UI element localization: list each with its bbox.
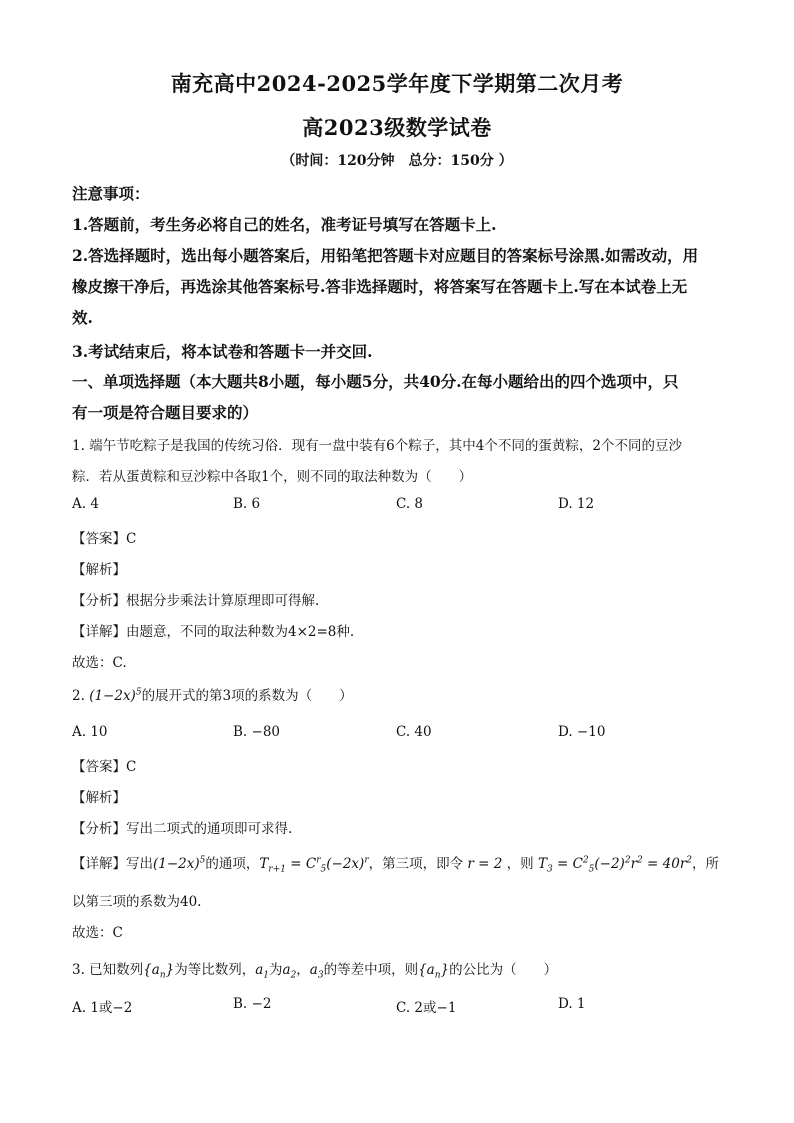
- q3-stem-text-e: 的等差中项，则: [323, 962, 419, 978]
- q2-term-factor: (−2x): [326, 856, 365, 872]
- q2-term-c-sup: r: [316, 855, 321, 866]
- q3-a2-sub: 2: [290, 970, 297, 981]
- q3-seq2-close: }: [440, 962, 450, 978]
- q2-t3: T: [533, 856, 547, 872]
- q1-stem-line-1: 1. 端午节吃粽子是我国的传统习俗．现有一盘中装有6个粽子，其中4个不同的蛋黄粽，2个不同的豆沙: [72, 438, 682, 454]
- q2-t3-sub: 3: [546, 864, 553, 875]
- notes-item-2-line-3: 效.: [72, 308, 93, 327]
- q2-stem-rest: 的展开式的第3项的系数为（ ）: [141, 688, 353, 704]
- q2-term-t: T: [259, 856, 269, 872]
- q2-t3-c-sub: 5: [588, 864, 595, 875]
- notes-item-2-line-2: 橡皮擦干净后，再选涂其他答案标号.答非选择题时，将答案写在答题卡上.写在本试卷上无: [72, 277, 688, 296]
- q2-term-t-sub: r+1: [268, 864, 286, 875]
- q3-stem-text-d: ，: [296, 962, 310, 978]
- q1-option-d: D. 12: [558, 496, 595, 512]
- q3-stem-text-c: 为: [269, 962, 283, 978]
- q1-detail: 【详解】由题意，不同的取法种数为4×2=8种.: [72, 624, 355, 640]
- q3-sequence: [143, 962, 175, 981]
- q1-option-a: A. 4: [72, 496, 99, 512]
- section-1-heading-line-1: 一、单项选择题（本大题共8小题，每小题5分，共40分.在每小题给出的四个选项中，只: [72, 372, 679, 391]
- time-info: （时间：120分钟 总分：150分 ）: [281, 153, 513, 169]
- q3-a1-sub: 1: [263, 970, 269, 981]
- q2-t3-eq: = C: [552, 856, 583, 872]
- q2-term-c: = C: [285, 856, 317, 872]
- q2-number: 2.: [72, 688, 85, 704]
- q2-analysis-label: 【解析】: [72, 790, 126, 806]
- q2-t3-factor-sup: 2: [624, 855, 631, 866]
- q2-stem: [72, 684, 722, 704]
- q2-answer: 【答案】C: [72, 759, 137, 775]
- q3-stem-text-f: 的公比为（ ）: [449, 962, 558, 978]
- q2-detail-binomial-exponent: 5: [199, 855, 206, 866]
- q2-option-b: B. −80: [233, 724, 280, 740]
- q3-seq-open: {a: [143, 962, 160, 978]
- exam-subtitle: 高2023级数学试卷: [302, 115, 492, 140]
- notes-item-1: 1.答题前，考生务必将自己的姓名，准考证号填写在答题卡上.: [72, 215, 497, 234]
- q2-detail-line-1: [72, 852, 722, 875]
- q2-option-a: A. 10: [72, 724, 108, 740]
- q3-option-b: B. −2: [233, 996, 272, 1012]
- q2-general-term: [259, 855, 369, 875]
- q2-detail-text-e: ，所: [692, 856, 720, 872]
- q2-detail-prefix: 【详解】写出: [72, 856, 153, 872]
- notes-heading: 注意事项：: [72, 184, 150, 203]
- notes-item-3: 3.考试结束后，将本试卷和答题卡一并交回.: [72, 342, 373, 361]
- q3-a3-sub: 3: [317, 970, 324, 981]
- q2-detail-text-b: 的通项，: [205, 856, 260, 872]
- q1-stem-line-2: 粽．若从蛋黄粽和豆沙粽中各取1个，则不同的取法种数为（ ）: [72, 469, 473, 485]
- q2-detail-binomial: [153, 856, 205, 872]
- q2-t3-r: r: [630, 856, 638, 872]
- q2-t3-factor: (−2): [594, 856, 625, 872]
- q3-seq-sub: n: [159, 970, 166, 981]
- q3-stem-text-b: 为等比数列，: [174, 962, 256, 978]
- q2-detail-text-d: ，则: [506, 856, 534, 872]
- q2-choose: 故选：C: [72, 925, 123, 941]
- q2-term-factor-sup: r: [364, 855, 369, 866]
- q2-t3-c-sup: 2: [582, 855, 589, 866]
- q2-binomial-base: (1−2x): [89, 688, 136, 704]
- q2-binomial: [89, 688, 141, 704]
- q3-option-d: D. 1: [558, 996, 586, 1012]
- q3-sequence-2: [418, 962, 450, 981]
- q3-option-a: A. 1或−2: [72, 1000, 133, 1016]
- q1-choose: 故选：C.: [72, 655, 127, 671]
- q3-seq-close: }: [165, 962, 175, 978]
- q3-a1-letter: a: [255, 962, 264, 978]
- q3-seq2-open: {a: [418, 962, 435, 978]
- q2-fenxi: 【分析】写出二项式的通项即可求得.: [72, 821, 293, 837]
- q2-r-value: r = 2: [463, 856, 507, 872]
- q2-t3-formula: [533, 855, 693, 875]
- q3-stem-prefix: 3. 已知数列: [72, 962, 144, 978]
- q2-t3-value-sup: 2: [686, 855, 693, 866]
- q3-a3: [309, 962, 324, 981]
- section-1-heading-line-2: 有一项是符合题目要求的）: [72, 403, 259, 422]
- q3-a2-letter: a: [282, 962, 291, 978]
- q2-detail-line-2: 以第三项的系数为40.: [72, 894, 202, 910]
- q1-option-b: B. 6: [233, 496, 261, 512]
- q3-option-c: C. 2或−1: [396, 1000, 457, 1016]
- q3-a2: [282, 962, 297, 981]
- q3-seq2-sub: n: [434, 970, 441, 981]
- q2-detail-binomial-base: (1−2x): [153, 856, 200, 872]
- q3-a3-letter: a: [309, 962, 318, 978]
- exam-title: 南充高中2024-2025学年度下学期第二次月考: [170, 71, 624, 96]
- q2-t3-r-sup: 2: [637, 855, 643, 866]
- q2-t3-value: = 40r: [642, 856, 687, 872]
- q1-answer: 【答案】C: [72, 531, 137, 547]
- q2-term-c-sub: 5: [320, 864, 327, 875]
- q1-analysis-label: 【解析】: [72, 562, 126, 578]
- q3-a1: [255, 962, 269, 981]
- q2-option-c: C. 40: [396, 724, 432, 740]
- q2-binomial-exponent: 5: [135, 687, 142, 698]
- q1-option-c: C. 8: [396, 496, 424, 512]
- notes-item-2-line-1: 2.答选择题时，选出每小题答案后，用铅笔把答题卡对应题目的答案标号涂黑.如需改动，用: [72, 246, 699, 265]
- q2-option-d: D. −10: [558, 724, 606, 740]
- q1-fenxi: 【分析】根据分步乘法计算原理即可得解.: [72, 593, 320, 609]
- q2-detail-text-c: ，第三项，即令: [368, 856, 464, 872]
- q3-stem: [72, 958, 722, 981]
